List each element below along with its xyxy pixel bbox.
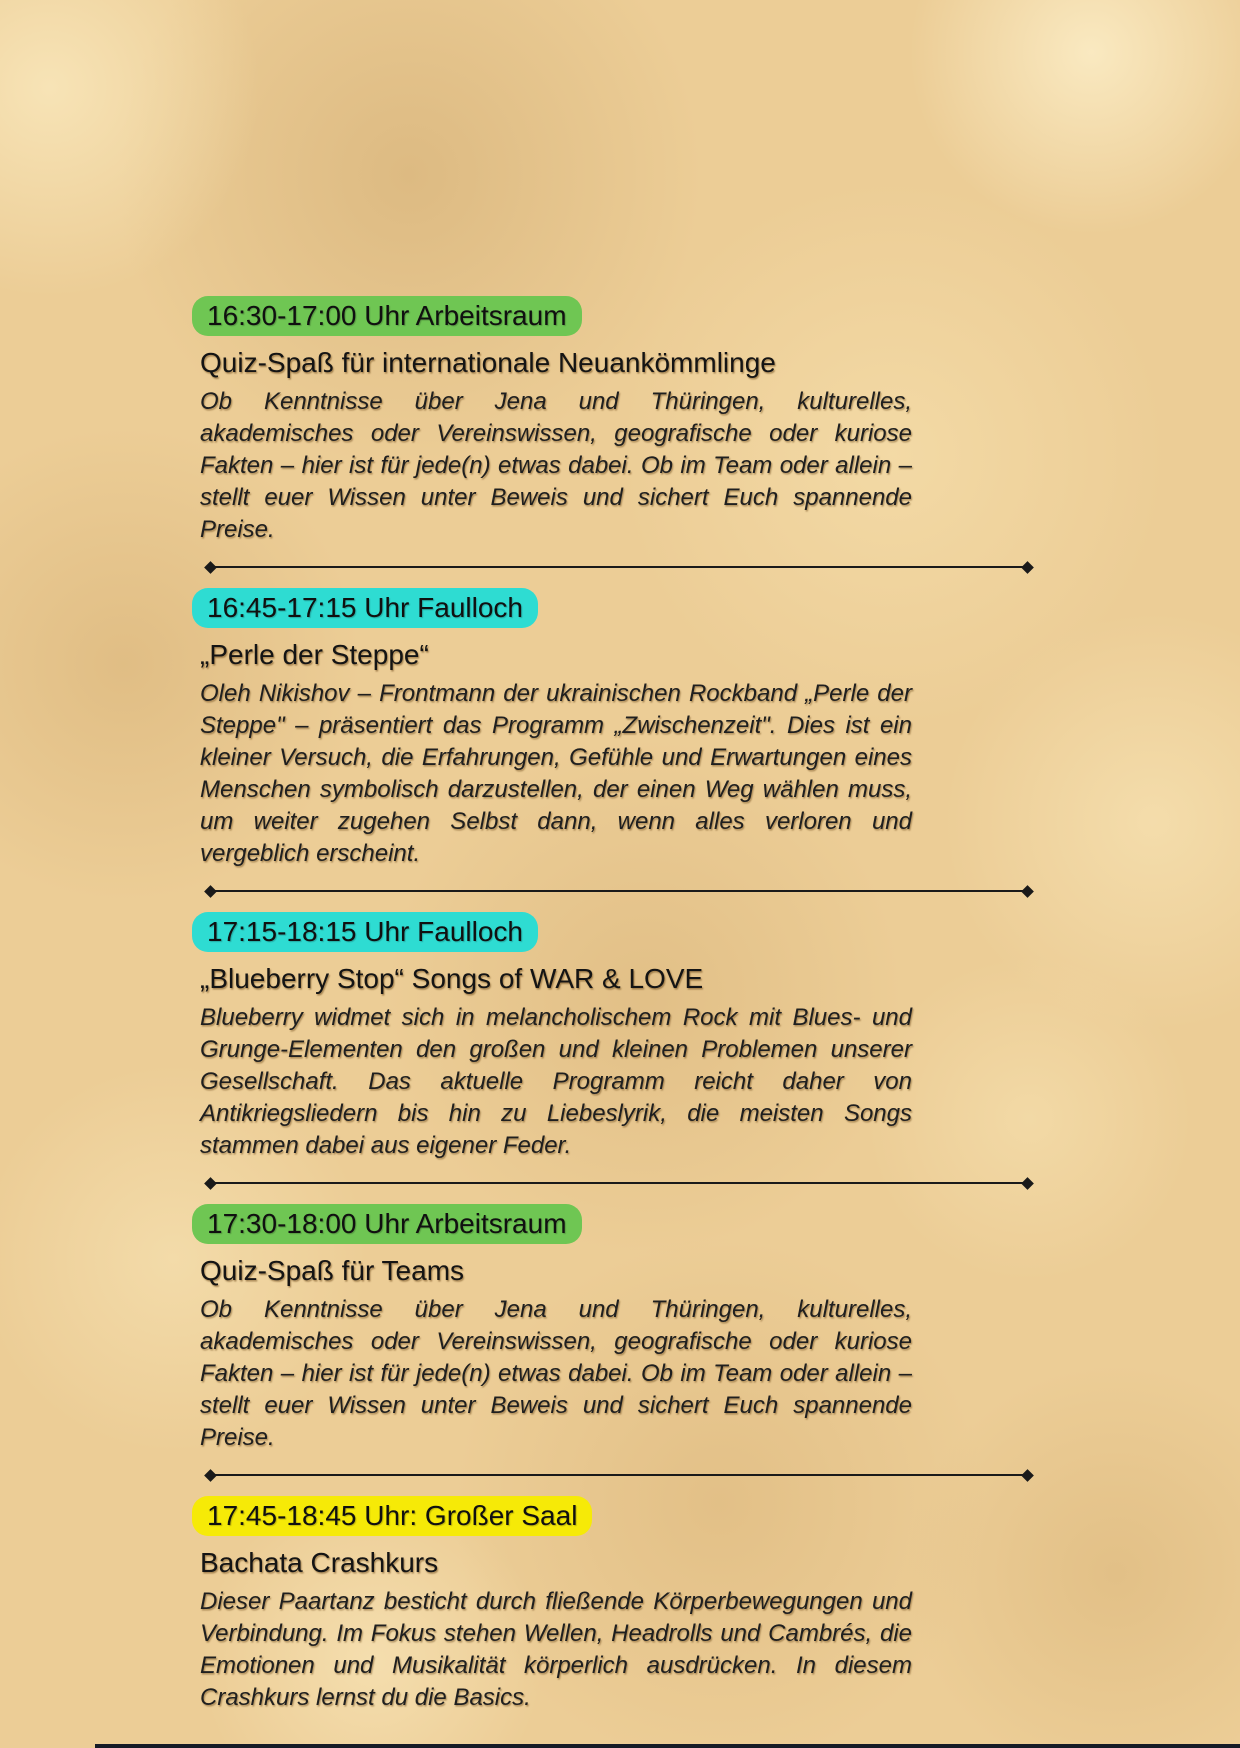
- event-title: Bachata Crashkurs: [200, 1547, 439, 1578]
- event-title: „Blueberry Stop“ Songs of WAR & LOVE: [200, 963, 704, 994]
- event-description: Blueberry widmet sich in melancholischem Rock mit Blues- und Grunge-Elementen den großen und kleinen Problemen unserer Gesellschaft. Das aktuelle Programm reicht daher von Antikriegsliedern bis hin zu Liebeslyrik, die meisten Songs stammen dabei aus eigener Feder.: [200, 1004, 912, 1159]
- time-location-badge: 17:45-18:45 Uhr: Großer Saal: [192, 1496, 592, 1536]
- event-description: Ob Kenntnisse über Jena und Thüringen, kulturelles, akademisches oder Vereinswissen, geografische oder kuriose Fakten – hier ist für jede(n) etwas dabei. Ob im Team oder allein – stellt euer Wissen unter Beweis und sichert Euch spannende Preise.: [200, 1296, 912, 1451]
- section-divider: [208, 566, 1030, 568]
- event-description: Oleh Nikishov – Frontmann der ukrainischen Rockband „Perle der Steppe" – präsentiert das Programm „Zwischenzeit". Dies ist ein kleiner Versuch, die Erfahrungen, Gefühle und Erwartungen eines Menschen symbolisch darzustellen, der einen Weg wählen muss, um weiter zugehen Selbst dann, wenn alles verloren und vergeblich erscheint.: [200, 680, 912, 867]
- section-divider: [208, 890, 1030, 892]
- event-section-2: [200, 588, 912, 870]
- event-description: Ob Kenntnisse über Jena und Thüringen, kulturelles, akademisches oder Vereinswissen, geografische oder kuriose Fakten – hier ist für jede(n) etwas dabei. Ob im Team oder allein – stellt euer Wissen unter Beweis und sichert Euch spannende Preise.: [200, 388, 912, 543]
- section-divider: [208, 1182, 1030, 1184]
- program-list: [200, 296, 912, 1714]
- time-location-badge: 17:15-18:15 Uhr Faulloch: [192, 912, 538, 952]
- event-section-3: [200, 912, 912, 1162]
- event-section-5: [200, 1496, 912, 1714]
- event-section-4: [200, 1204, 912, 1454]
- event-title: Quiz-Spaß für Teams: [200, 1255, 465, 1286]
- time-location-badge: 16:30-17:00 Uhr Arbeitsraum: [192, 296, 582, 336]
- time-location-badge: 16:45-17:15 Uhr Faulloch: [192, 588, 538, 628]
- page-bottom-edge-line: [95, 1744, 1240, 1748]
- event-title: „Perle der Steppe“: [200, 639, 429, 670]
- event-description: Dieser Paartanz besticht durch fließende Körperbewegungen und Verbindung. Im Fokus stehen Wellen, Headrolls und Cambrés, die Emotionen und Musikalität körperlich ausdrücken. In diesem Crashkurs lernst du die Basics.: [200, 1588, 912, 1711]
- event-section-1: [200, 296, 912, 546]
- section-divider: [208, 1474, 1030, 1476]
- time-location-badge: 17:30-18:00 Uhr Arbeitsraum: [192, 1204, 582, 1244]
- event-title: Quiz-Spaß für internationale Neuankömmlinge: [200, 347, 776, 378]
